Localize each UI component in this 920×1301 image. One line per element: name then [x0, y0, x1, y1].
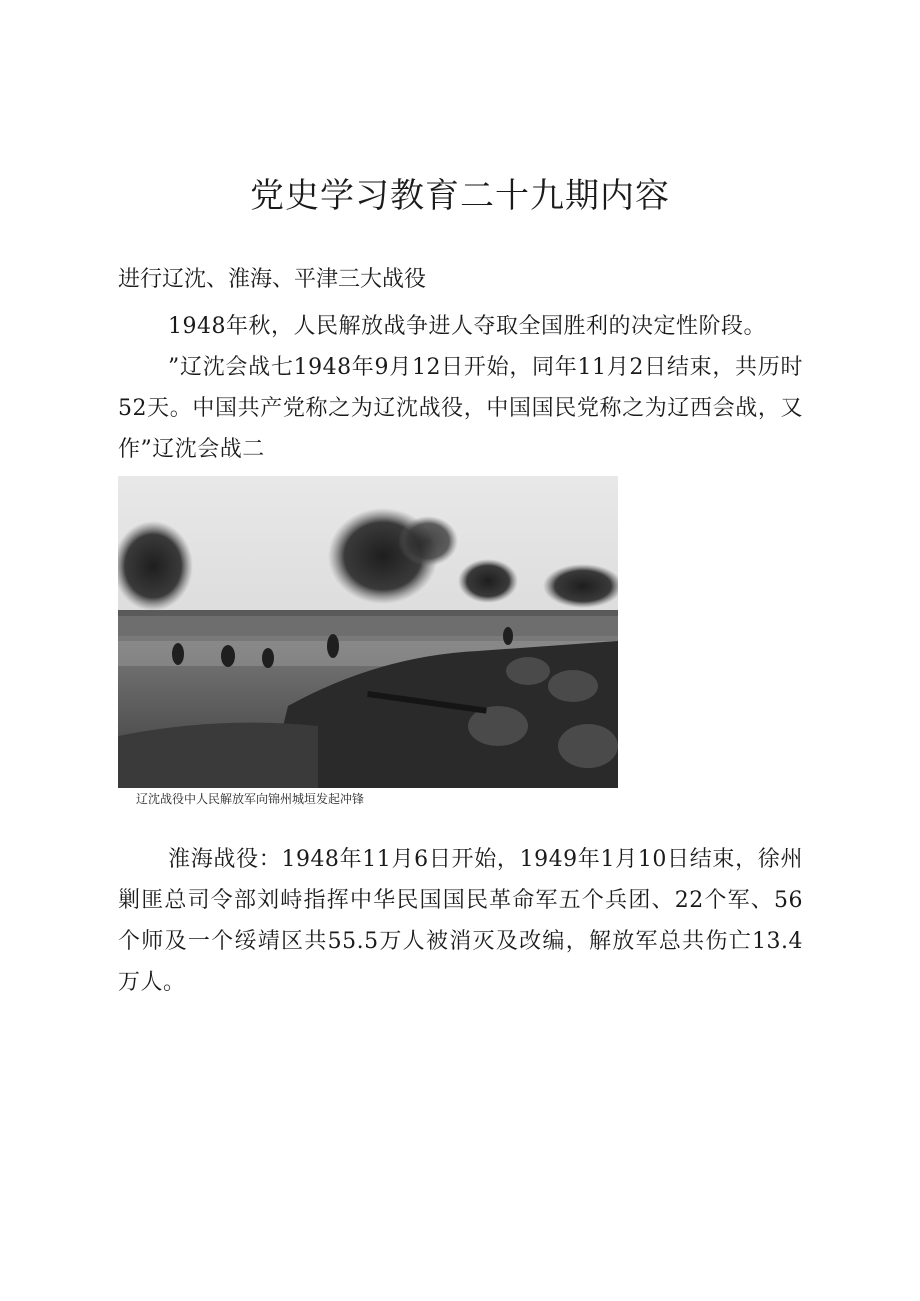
battle-photo — [118, 476, 618, 788]
paragraph-intro: 1948年秋，人民解放战争进人夺取全国胜利的决定性阶段。 — [168, 314, 766, 339]
photo-caption: 辽沈战役中人民解放军向锦州城垣发起冲锋 — [136, 792, 365, 806]
paragraph-huaihai: 淮海战役：1948年11月6日开始，1949年1月10日结束，徐州剿匪总司令部刘峙指挥中华民国国民革命军五个兵团、22个军、56个师及一个绥靖区共55.5万人被消灭及改编，解放军总共伤亡13.4万人。 — [118, 847, 803, 995]
paragraph-liaoshen: ”辽沈会战七1948年9月12日开始，同年11月2日结束，共历时52天。中国共产党称之为辽沈战役，中国国民党称之为辽西会战，又作”辽沈会战二 — [118, 355, 803, 462]
document-title: 党史学习教育二十九期内容 — [250, 176, 670, 216]
section-heading: 进行辽沈、淮海、平津三大战役 — [118, 267, 427, 292]
